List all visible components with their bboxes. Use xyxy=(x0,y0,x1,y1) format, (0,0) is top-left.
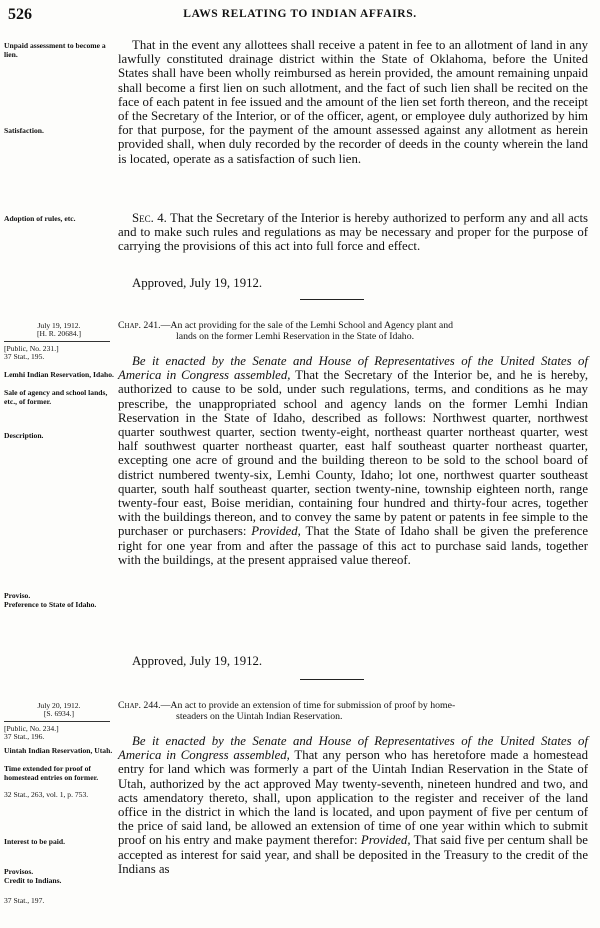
chapter-241-title-line2: lands on the former Lemhi Reservation in the State of Idaho. xyxy=(176,331,415,343)
margin-note-adoption: Adoption of rules, etc. xyxy=(4,214,76,223)
chapter-244-title xyxy=(118,700,588,722)
margin-public-241: [Public, No. 231.] xyxy=(4,344,59,353)
chapter-244-text: That any person who has heretofore made a homestead entry for land which was formerly a part of the Uintah Indian Reservation in the State of Utah, authorized by the act approved May twenty-seventh, nineteen hundred and two, and acts amendatory thereto, shall, upon application to the register and receiver of the land office in the district in which the land is located, and upon payment of five per centum of the price of said land, be allowed an extension of time of one year within which to submit proof on his entry and make payment therefor: xyxy=(118,748,588,848)
margin-stat-241: 37 Stat., 195. xyxy=(4,352,45,361)
running-title: LAWS RELATING TO INDIAN AFFAIRS. xyxy=(183,8,417,20)
margin-date-241: July 19, 1912. xyxy=(37,321,81,330)
chapter-244-title-line2: steaders on the Uintah Indian Reservation. xyxy=(176,711,343,723)
section4-paragraph xyxy=(118,211,588,254)
enacting-clause-244: Be it enacted by the Senate and House of Representatives of the United States of America in Congress assembled, xyxy=(118,734,588,763)
margin-note-time: Time extended for proof of homestead entries on former. xyxy=(4,764,99,782)
page-number: 526 xyxy=(8,6,32,23)
proviso-text-244: That said five per centum shall be accepted as interest for said year, and shall be deposited in the Treasury to the credit of the Indians as xyxy=(118,833,588,876)
margin-stat-244: 37 Stat., 196. xyxy=(4,732,45,741)
margin-public-244: [Public, No. 234.] xyxy=(4,724,59,733)
margin-note-uintah: Uintah Indian Reservation, Utah. xyxy=(4,746,113,755)
section-divider-2 xyxy=(300,679,364,680)
margin-note-lemhi: Lemhi Indian Reservation, Idaho. xyxy=(4,370,114,379)
margin-bill-241: [H. R. 20684.] xyxy=(36,329,82,338)
enacting-clause-241: Be it enacted by the Senate and House of Representatives of the United States of America in Congress assembled, xyxy=(118,354,588,383)
chapter-244-body xyxy=(118,734,588,876)
section1-paragraph xyxy=(118,38,588,166)
margin-note-stat-ref: 32 Stat., 263, vol. 1, p. 753. xyxy=(4,790,89,799)
margin-note-provisos: Provisos. xyxy=(4,867,34,876)
margin-note-unpaid: Unpaid assessment to become a lien. xyxy=(4,41,106,59)
margin-rule-244 xyxy=(4,721,110,722)
proviso-word-244: Provided, xyxy=(360,833,411,848)
margin-note-proviso: Proviso. xyxy=(4,591,31,600)
approved-2: Approved, July 19, 1912. xyxy=(132,654,263,668)
page-header xyxy=(0,6,600,26)
chapter-244-title-line1: —An act to provide an extension of time for submission of proof by home- xyxy=(160,700,456,711)
approved-1: Approved, July 19, 1912. xyxy=(132,276,263,290)
proviso-text-241: That the State of Idaho shall be given the preference right for one year from and after the passage of this act to purchase said lands, together with the buildings, at the present appraised value thereof. xyxy=(118,524,589,567)
margin-note-satisfaction: Satisfaction. xyxy=(4,126,44,135)
section4-text: That the Secretary of the Interior is hereby authorized to perform any and all acts and to make such rules and regulations as may be necessary and proper for the purpose of carrying the provisions of this act into full force and effect. xyxy=(118,211,588,254)
margin-note-interest: Interest to be paid. xyxy=(4,837,66,846)
margin-note-description: Description. xyxy=(4,431,44,440)
chapter-241-title-line1: —An act providing for the sale of the Lemhi School and Agency plant and xyxy=(160,320,454,331)
margin-note-sale: Sale of agency and school lands, etc., of former. xyxy=(4,388,108,406)
margin-note-preference: Preference to State of Idaho. xyxy=(4,600,97,609)
chapter-241-title xyxy=(118,320,588,342)
section1-text: That in the event any allottees shall receive a patent in fee to an allotment of land in any lawfully constituted drainage district within the State of Oklahoma, before the United States shall have been wholly reimbursed as herein provided, the amount remaining unpaid shall become a first lien on such allotment, and the fact of such lien shall be recited on the face of each patent in fee issued and the amount of the lien set forth thereon, and the receipt of the Secretary of the Interior, or of the officer, agent, or employee duly authorized by him for that purpose, for the payment of the amount assessed against any allotment as herein provided shall, when duly recorded by the recorder of deeds in the county wherein the land is located, operate as a satisfaction of such lien. xyxy=(118,38,588,166)
margin-date-244: July 20, 1912. xyxy=(37,701,81,710)
proviso-word-241: Provided, xyxy=(251,524,301,539)
chapter-241-text: That the Secretary of the Interior be, and he is hereby, authorized to cause to be sold, under such regulations, terms, and conditions as he may prescribe, the unappropriated school and agency lands on the former Lemhi Indian Reservation in the State of Idaho, described as follows: Northwest quarter, northwest quarter southwest quarter, section twenty-eight, northeast quarter northeast quarter, west half southwest quarter northeast quarter, east half southeast quarter northeast quarter, excepting one acre of ground and the building thereon to be sold to the school board of district numbered twenty-six, Lemhi County, Idaho; lot one, northwest quarter southeast quarter, south half southeast quarter, section twenty-nine, township eighteen north, range twenty-four east, Boise meridian, containing four hundred and thirty-four acres, together with the buildings thereon, and to convey the same by patent or patents in fee simple to the purchaser or purchasers: xyxy=(118,368,589,539)
margin-note-credit: Credit to Indians. xyxy=(4,876,62,885)
section4-label: Sec. 4. xyxy=(132,211,167,225)
chapter-244-label: Chap. 244. xyxy=(118,700,161,711)
chapter-241-label: Chap. 241. xyxy=(118,320,161,331)
margin-note-stat197: 37 Stat., 197. xyxy=(4,896,45,905)
margin-bill-244: [S. 6934.] xyxy=(43,709,75,718)
margin-rule-241 xyxy=(4,341,110,342)
section-divider-1 xyxy=(300,299,364,300)
chapter-241-body xyxy=(118,354,588,567)
